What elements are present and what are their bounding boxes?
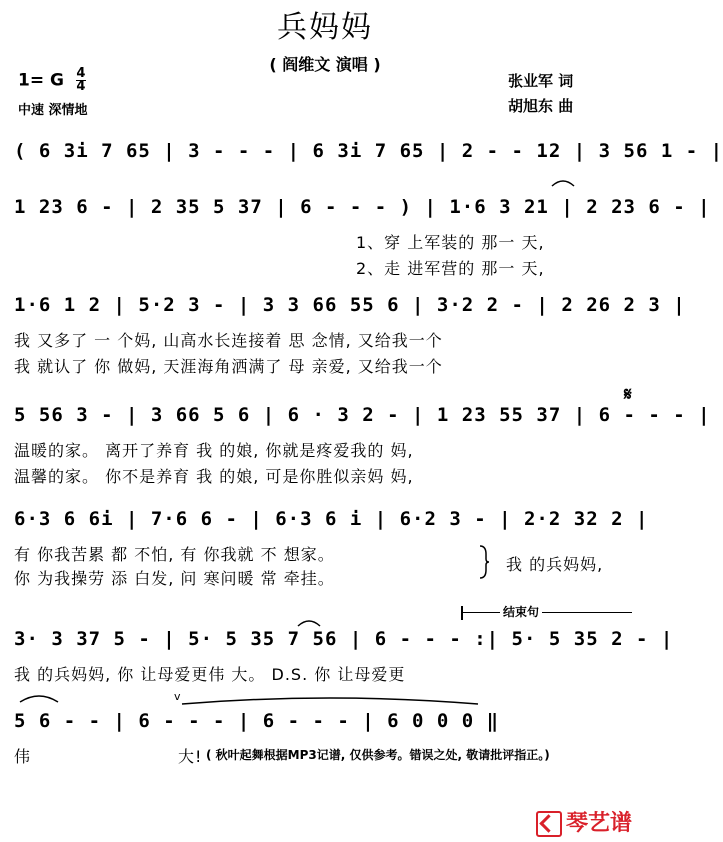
score-line-7: 5 6 - - | 6 - - - | 6 - - - | 6 0 0 0 ‖ bbox=[14, 710, 500, 732]
lyric-line-7-left: 伟 bbox=[14, 747, 32, 766]
lyric-line-3-verse-2: 我 就认了 你 做妈, 天涯海角洒满了 母 亲爱, 又给我一个 bbox=[14, 357, 443, 376]
lyric-line-4-verse-2: 温馨的家。 你不是养育 我 的娘, 可是你胜似亲妈 妈, bbox=[14, 467, 414, 486]
fermata-arc bbox=[550, 176, 576, 188]
logo-icon bbox=[536, 811, 562, 837]
lyric-line-5-verse-1: 有 你我苦累 都 不怕, 有 你我就 不 想家。 bbox=[14, 545, 335, 564]
score-line-4: 5 56 3 - | 3 66 5 6 | 6 · 3 2 - | 1 23 55 37 | 6 - - - | bbox=[14, 404, 711, 426]
tie-arc-left bbox=[18, 690, 60, 704]
ending-label: 结束句 bbox=[500, 603, 542, 620]
tempo-marking: 中速 深情地 bbox=[18, 103, 88, 118]
lyric-line-6: 我 的兵妈妈, 你 让母爱更伟 大。 D.S. 你 让母爱更 bbox=[14, 665, 406, 684]
score-line-1: ( 6 3i 7 65 | 3 - - - | 6 3i 7 65 | 2 - - 12 | 3 56 1 - | bbox=[14, 140, 723, 162]
lyric-line-7-right: 大! bbox=[178, 747, 203, 766]
song-title: 兵妈妈 bbox=[277, 10, 373, 45]
score-line-6: 3· 3 37 5 - | 5· 5 35 7 56 | 6 - - - :| 5· 5 35 2 - | bbox=[14, 628, 674, 650]
lyric-line-2-verse-2: 2、走 进军营的 那一 天, bbox=[356, 259, 545, 278]
transcription-note: ( 秋叶起舞根据MP3记谱, 仅供参考。错误之处, 敬请批评指正。) bbox=[206, 748, 550, 762]
key-label: 1= G bbox=[18, 70, 64, 91]
score-line-3: 1·6 1 2 | 5·2 3 - | 3 3 66 55 6 | 3·2 2 - | 2 26 2 3 | bbox=[14, 294, 686, 316]
logo-text: 琴艺谱 bbox=[565, 811, 632, 836]
composer-credit: 胡旭东 曲 bbox=[508, 97, 574, 115]
breath-mark: v bbox=[174, 690, 181, 703]
time-bottom: 4 bbox=[76, 79, 86, 94]
time-signature bbox=[76, 68, 86, 93]
lyric-line-2-verse-1: 1、穿 上军装的 那一 天, bbox=[356, 233, 545, 252]
key-signature bbox=[18, 68, 86, 93]
segno-sign: 𝄋 bbox=[624, 384, 632, 405]
performer-credit: ( 阎维文 演唱 ) bbox=[269, 55, 381, 74]
lyric-line-3-verse-1: 我 又多了 一 个妈, 山高水长连接着 思 念情, 又给我一个 bbox=[14, 331, 443, 350]
score-line-2: 1 23 6 - | 2 35 5 37 | 6 - - - ) | 1·6 3 21 | 2 23 6 - | bbox=[14, 196, 711, 218]
tie-arc-long bbox=[180, 694, 480, 706]
lyricist-credit: 张业军 词 bbox=[508, 72, 574, 90]
lyric-line-4-verse-1: 温暖的家。 离开了养育 我 的娘, 你就是疼爱我的 妈, bbox=[14, 441, 414, 460]
ending-bracket-line bbox=[462, 612, 632, 613]
ending-bracket-hook bbox=[461, 606, 463, 620]
verse-brace bbox=[478, 544, 490, 580]
lyric-line-5-verse-2: 你 为我操劳 添 白发, 问 寒问暖 常 牵挂。 bbox=[14, 569, 335, 588]
time-top: 4 bbox=[76, 66, 86, 81]
site-logo bbox=[536, 806, 632, 837]
slur-arc bbox=[296, 616, 322, 628]
score-line-5: 6·3 6 6i | 7·6 6 - | 6·3 6 i | 6·2 3 - | 2·2 32 2 | bbox=[14, 508, 649, 530]
lyric-line-5-shared: 我 的兵妈妈, bbox=[506, 555, 604, 574]
